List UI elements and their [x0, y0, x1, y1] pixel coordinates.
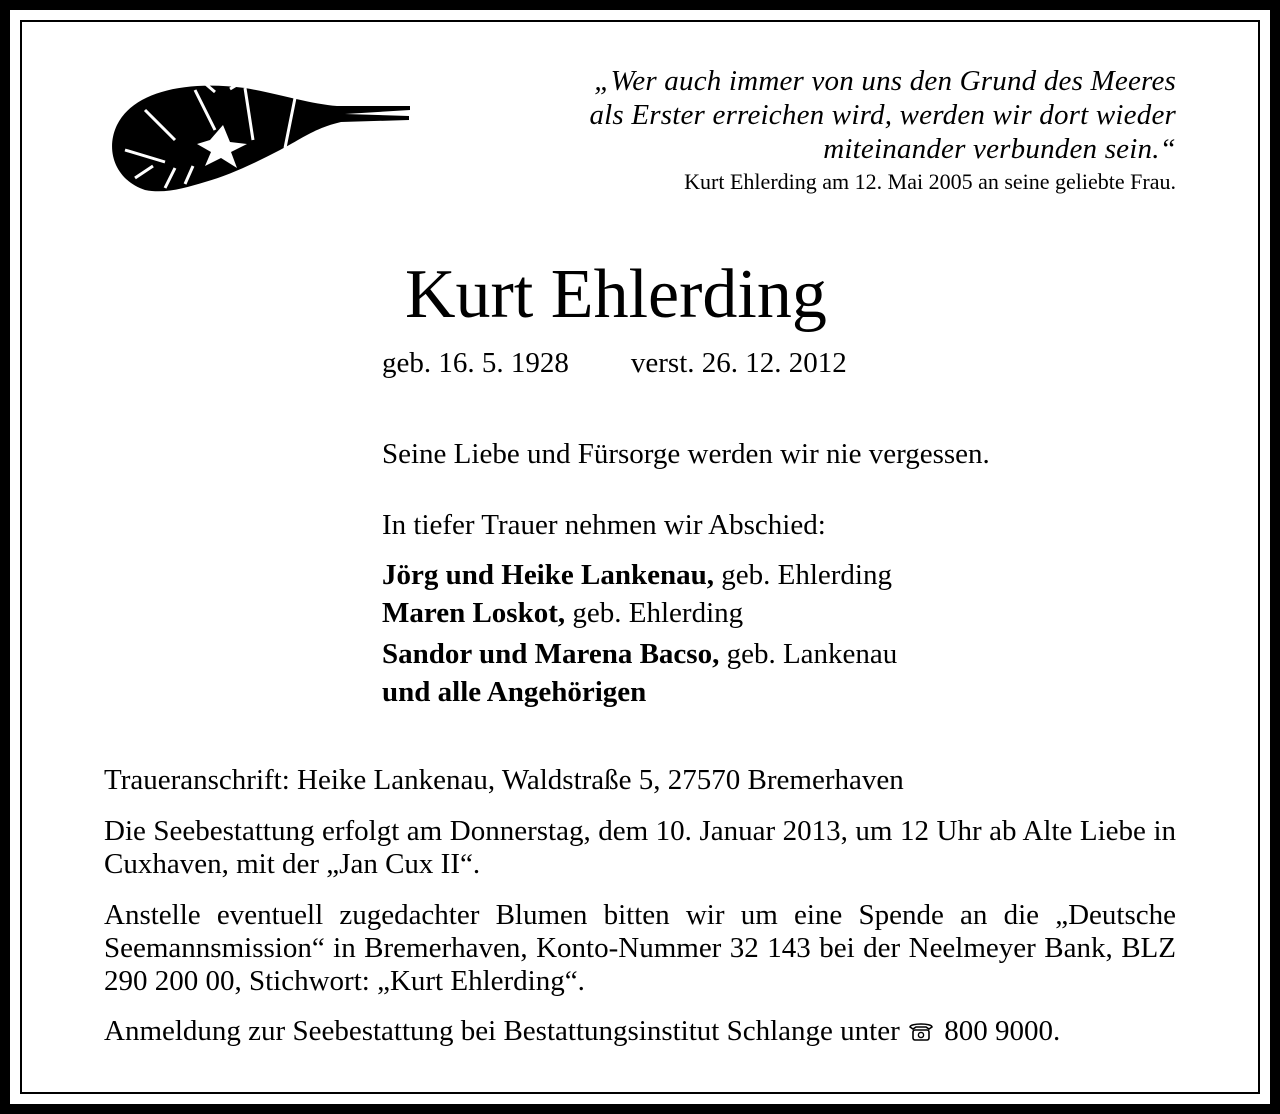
- mourner-name: und alle Angehörigen: [382, 676, 647, 708]
- mourner-suffix: geb. Lankenau: [719, 638, 898, 670]
- mourner-line: [382, 595, 743, 631]
- registration-text: Anmeldung zur Seebestattung bei Bestattungsinstitut Schlange unter: [104, 1015, 900, 1047]
- mourner-line: [382, 674, 646, 710]
- quote-line: „Wer auch immer von uns den Grund des Meeres: [594, 65, 1176, 97]
- life-dates: [382, 345, 847, 381]
- tribute-text: Seine Liebe und Fürsorge werden wir nie vergessen.: [382, 438, 990, 470]
- quote-attribution: Kurt Ehlerding am 12. Mai 2005 an seine geliebte Frau.: [684, 169, 1176, 194]
- deceased-name: Kurt Ehlerding: [405, 256, 827, 333]
- birth-date: geb. 16. 5. 1928: [382, 347, 569, 379]
- phone-number: 800 9000.: [944, 1015, 1061, 1047]
- mourner-name: Jörg und Heike Lankenau,: [382, 559, 714, 591]
- mourner-suffix: geb. Ehlerding: [565, 597, 744, 629]
- mourner-line: [382, 636, 897, 672]
- quote-line: miteinander verbunden sein.“: [823, 133, 1176, 165]
- registration-notice: [104, 1015, 1176, 1048]
- mourner-line: [382, 557, 892, 593]
- death-date: verst. 26. 12. 2012: [630, 347, 847, 379]
- quote-block: [476, 64, 1176, 166]
- shrimp-icon: [105, 70, 415, 210]
- mourner-name: Sandor und Marena Bacso,: [382, 638, 720, 670]
- farewell-text: In tiefer Trauer nehmen wir Abschied:: [382, 509, 826, 541]
- quote-line: als Erster erreichen wird, werden wir dort wieder: [589, 99, 1176, 131]
- mourning-address: Traueranschrift: Heike Lankenau, Waldstraße 5, 27570 Bremerhaven: [104, 764, 904, 796]
- donation-notice: Anstelle eventuell zugedachter Blumen bitten wir um eine Spende an die „Deutsche Seemannsmission“ in Bremerhaven, Konto-Nummer 32 143 bei der Neelmeyer Bank, BLZ 290 200 00, Stichwort: „Kurt Ehlerding“.: [104, 899, 1176, 997]
- burial-notice: Die Seebestattung erfolgt am Donnerstag, dem 10. Januar 2013, um 12 Uhr ab Alte Liebe in Cuxhaven, mit der „Jan Cux II“.: [104, 815, 1176, 880]
- telephone-icon: [907, 1020, 935, 1042]
- mourner-name: Maren Loskot,: [382, 597, 566, 629]
- mourner-suffix: geb. Ehlerding: [713, 559, 892, 591]
